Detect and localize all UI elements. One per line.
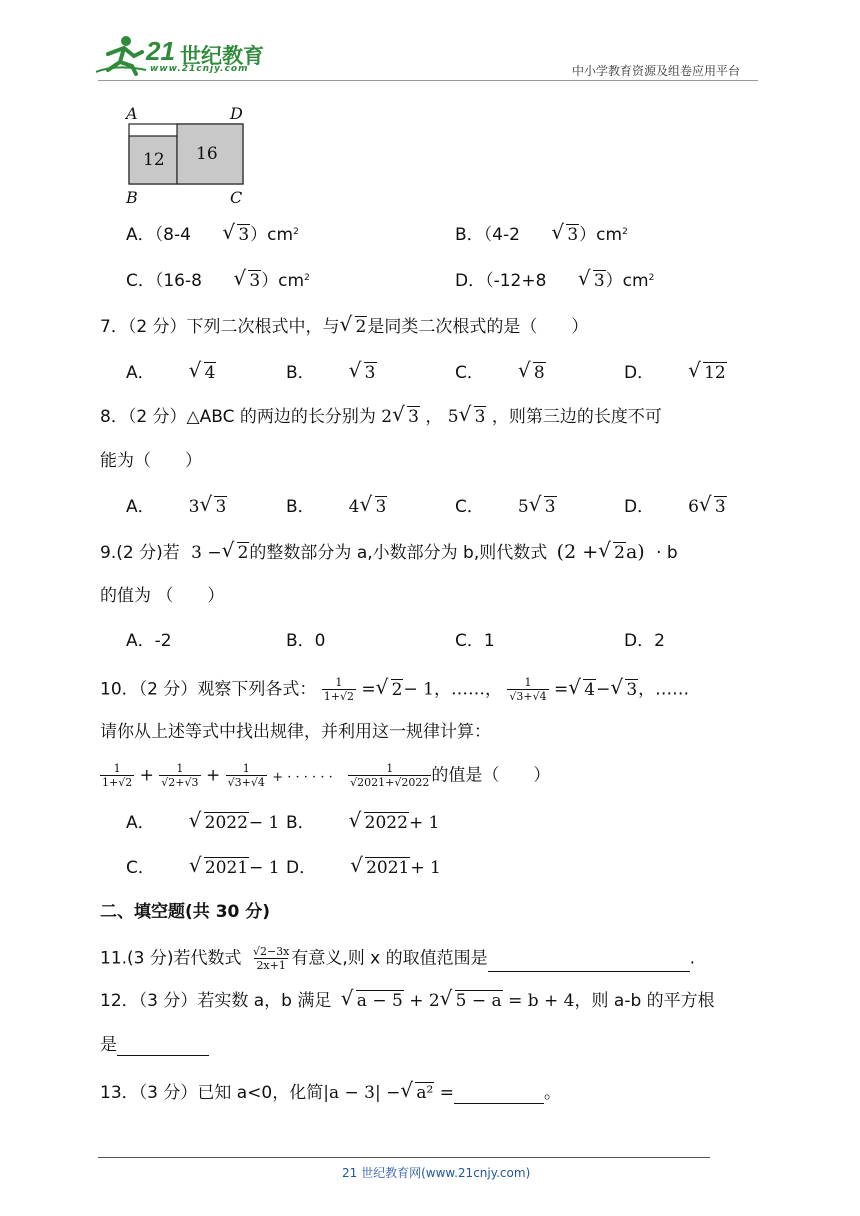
answer-blank[interactable]	[454, 1085, 544, 1104]
fraction: $\frac{√2-3x}{2x+1}$	[252, 945, 290, 972]
footer-link[interactable]: 21 世纪教育网(www.21cnjy.com)	[342, 1166, 531, 1180]
q8-option-c: C． 5 √ 3	[455, 492, 556, 517]
sqrt-icon: √ 4	[568, 674, 596, 700]
fraction: $\frac{1}{1+√2}$	[323, 676, 354, 703]
runner-logo-icon	[96, 34, 148, 76]
q9-stem-line2: 的值为 （ ）	[100, 586, 225, 606]
q6-option-c: C．（16-8 √ $3)cm^2$	[126, 266, 310, 291]
answer-blank[interactable]	[117, 1037, 209, 1056]
figure-label-b: B	[126, 188, 138, 207]
sqrt-icon: √ 4	[188, 358, 216, 383]
fraction: $\frac{1}{√3+√4}$	[509, 676, 547, 703]
sqrt-icon: √ 3	[528, 492, 556, 517]
figure-label-a: A	[126, 104, 138, 123]
sqrt-icon: √ 3	[551, 220, 579, 245]
header-divider	[98, 80, 758, 81]
fraction: $\frac{1}{√2021+√2022}$	[350, 762, 430, 789]
header-logo	[96, 34, 266, 76]
q9-stem: 9.(2 分)若 3 − √ 2的整数部分为 a,小数部分为 b,则代数式 (2 + √ 2a) · b	[100, 538, 678, 563]
q8-option-b: B． 4 √ 3	[286, 492, 387, 517]
q6-option-a: A．（8-4 √ $3)cm^2$	[126, 220, 299, 245]
sqrt-icon: √ 3	[577, 266, 605, 291]
sqrt-icon: √ 2	[221, 538, 249, 563]
q11-stem: 11.(3 分)若代数式 $\frac{√2-3x}{2x+1}$ 有意义,则 x 的取值范围是 .	[100, 945, 696, 972]
sqrt-icon: √ a − 5	[340, 986, 403, 1011]
q9-option-d: D．2	[624, 631, 665, 651]
figure-label-d: D	[230, 104, 243, 123]
logo-number: 21	[146, 36, 175, 66]
q6-option-b: B．（4-2 √ $3)cm^2$	[455, 220, 628, 245]
q7-option-d: D． √ 12	[624, 358, 726, 383]
q10-option-c: C． √ 2021− 1	[126, 853, 280, 878]
q9-option-b: B．0	[286, 631, 326, 651]
q9-option-a: A．-2	[126, 631, 172, 651]
q10-option-b: B． √ 2022+ 1	[286, 808, 440, 833]
fraction: $\frac{1}{√2+√3}$	[161, 762, 199, 789]
q8-option-a: A． 3 √ 3	[126, 492, 227, 517]
q10-stem-line2: 请你从上述等式中找出规律，并利用这一规律计算：	[100, 722, 491, 742]
sqrt-icon: √ 3	[222, 220, 250, 245]
sqrt-icon: √ 3	[233, 266, 261, 291]
sqrt-icon: √ 2	[339, 312, 367, 337]
sqrt-icon: √ 2021	[350, 853, 410, 878]
sqrt-icon: √ 2022	[348, 808, 408, 833]
q8-stem-line2: 能为（ ）	[100, 451, 202, 471]
fraction: $\frac{1}{1+√2}$	[102, 762, 133, 789]
logo-url: www.21cnjy.com	[150, 64, 249, 74]
sqrt-icon: √ 5 − a	[439, 986, 502, 1011]
rectangle-figure	[124, 104, 254, 208]
sqrt-icon: √ 3	[698, 492, 726, 517]
q8-option-d: D． 6 √ 3	[624, 492, 726, 517]
sqrt-icon: √ 3	[199, 492, 227, 517]
q7-stem: 7．（2 分）下列二次根式中，与 √ 2是同类二次根式的是（ ）	[100, 312, 589, 337]
sqrt-icon: √ 2	[598, 538, 625, 563]
sqrt-icon: √ 2022	[188, 808, 248, 833]
q6-option-d: D．（-12+8 √ $3)cm^2$	[455, 266, 655, 291]
q12-stem-line2: 是	[100, 1034, 209, 1056]
q7-option-b: B． √ 3	[286, 358, 376, 383]
q7-option-a: A． √ 4	[126, 358, 216, 383]
header-tagline: 中小学教育资源及组卷应用平台	[572, 64, 741, 78]
sqrt-icon: √ 2	[375, 674, 403, 700]
q10-option-d: D． √ 2021+ 1	[286, 853, 441, 878]
sqrt-icon: √ a²	[400, 1078, 434, 1103]
fraction: $\frac{1}{√3+√4}$	[227, 762, 265, 789]
footer-divider	[98, 1157, 710, 1158]
q10-sum-expression: $\frac{1}{1+√2}$ + $\frac{1}{√2+√3}$ + $\frac{1}{√3+√4}$ + · · · · · · $\frac{1}{√2021+√2022}$ 的值是（ ）	[102, 762, 551, 789]
figure-right-value: 16	[196, 144, 218, 164]
sqrt-icon: √ 12	[688, 358, 726, 383]
sqrt-icon: √ 8	[517, 358, 545, 383]
sqrt-icon: √ 3	[348, 358, 376, 383]
sqrt-icon: √ 2021	[188, 853, 249, 878]
q10-stem: 10．（2 分）观察下列各式： $\frac{1}{1+√2}$ = √ 2− 1，……， $\frac{1}{√3+√4}$ = √ 4− √ 3，……	[100, 674, 690, 703]
q10-option-a: A． √ 2022− 1	[126, 808, 280, 833]
q7-option-c: C． √ 8	[455, 358, 545, 383]
sqrt-icon: √ 3	[458, 402, 486, 427]
figure-left-value: 12	[143, 150, 165, 170]
answer-blank[interactable]	[488, 953, 690, 972]
q12-stem: 12．（3 分）若实数 a，b 满足 √ a − 5 + 2 √ 5 − a = b + 4，则 a-b 的平方根	[100, 986, 715, 1011]
section-title: 二、填空题(共 30 分)	[100, 902, 271, 922]
q9-option-c: C．1	[455, 631, 495, 651]
sqrt-icon: √ 3	[392, 402, 419, 427]
sqrt-icon: √ 3	[359, 492, 387, 517]
q8-stem: 8．（2 分）△ABC 的两边的长分别为 2 √ 3 ， 5 √ 3 ，则第三边的长度不可	[100, 402, 662, 427]
q13-stem: 13．（3 分）已知 a<0，化简|a − 3| − √ a² = 。	[100, 1078, 561, 1103]
figure-label-c: C	[230, 188, 243, 207]
logo-title: 世纪教育	[180, 44, 264, 68]
sqrt-icon: √ 3	[610, 674, 638, 700]
